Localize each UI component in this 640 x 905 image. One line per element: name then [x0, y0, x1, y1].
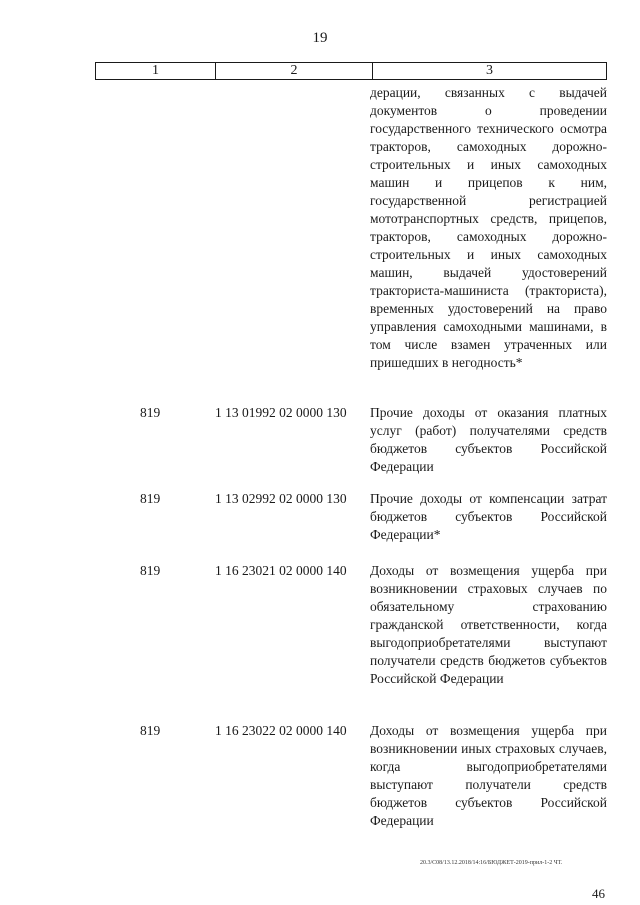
header-col-1: 1	[96, 63, 216, 79]
header-col-3: 3	[486, 63, 493, 78]
admin-code: 819	[140, 723, 161, 738]
revenue-code: 1 16 23021 02 0000 140	[215, 563, 347, 578]
revenue-name: Доходы от возмещения ущерба при возникновении иных страховых случаев, когда выгодоприобретателями выступают получатели средств бюджетов субъектов Российской Федерации	[370, 723, 607, 828]
corner-number: 46	[592, 886, 605, 901]
admin-code: 819	[140, 405, 161, 420]
revenue-code: 1 13 02992 02 0000 130	[215, 491, 347, 506]
revenue-name: Прочие доходы от оказания платных услуг (работ) получателями средств бюджетов субъектов Российской Федерации	[370, 405, 607, 474]
revenue-code: 1 16 23022 02 0000 140	[215, 723, 347, 738]
header-col-2: 2	[216, 63, 373, 79]
page-number: 19	[312, 30, 328, 46]
revenue-code: 1 13 01992 02 0000 130	[215, 405, 347, 420]
admin-code: 819	[140, 563, 161, 578]
continuation-text: дерации, связанных с выдачей документов о проведении государственного технического осмотра тракторов, самоходных дорожно-строительных и иных самоходных машин и прицепов к ним, государственной регистрацией мототранспортных средств, прицепов, тракторов, самоходных дорожно-строительных и иных самоходных машин, выдачей удостоверений тракториста-машиниста (тракториста), временных удостоверений на право управления самоходными машинами, в том числе взамен утраченных или пришедших в негодность*	[370, 85, 607, 370]
admin-code: 819	[140, 491, 161, 506]
revenue-name: Доходы от возмещения ущерба при возникновении страховых случаев по обязательному страхованию гражданской ответственности, когда выгодоприобретателями выступают получатели средств бюджетов субъектов Российской Федерации	[370, 563, 607, 686]
footer-stamp: 20.3/С08/13.12.2018/14:16/БЮДЖЕТ-2019-прил-1-2 ЧТ.	[420, 860, 563, 866]
table-header	[95, 62, 607, 80]
revenue-name: Прочие доходы от компенсации затрат бюджетов субъектов Российской Федерации*	[370, 491, 607, 542]
